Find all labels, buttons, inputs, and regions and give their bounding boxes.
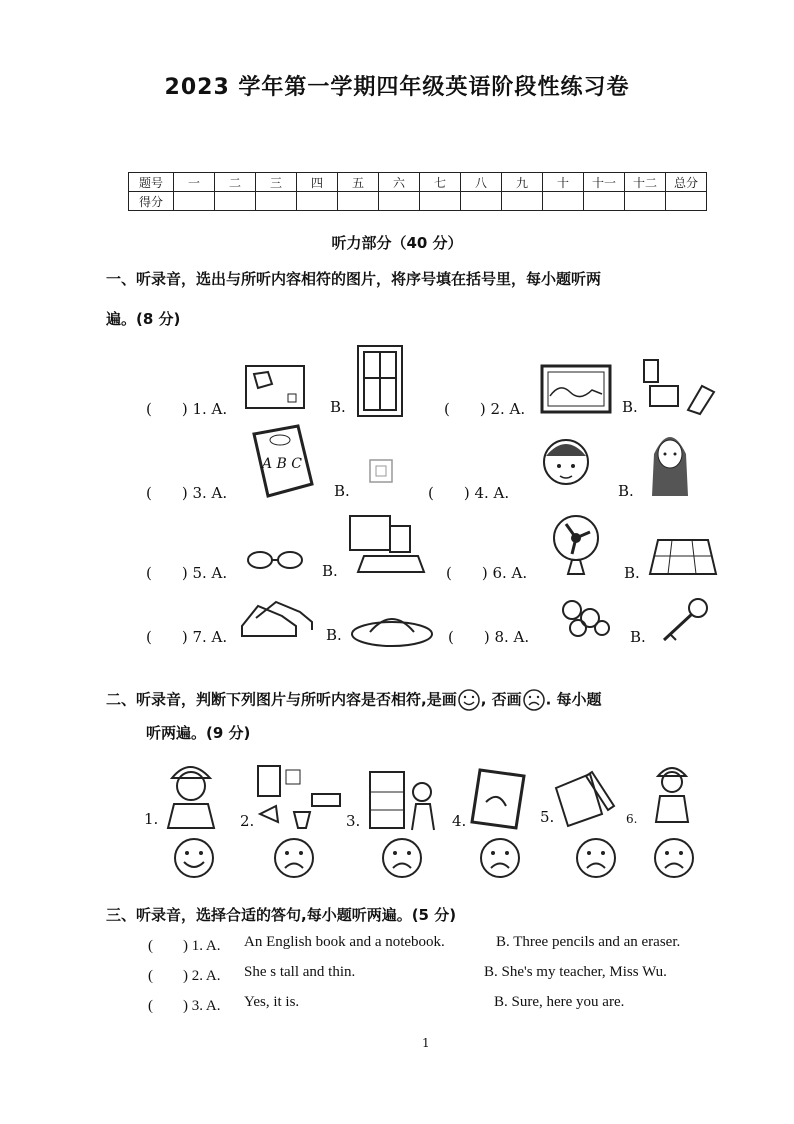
s3-q3-b: B. Sure, here you are. [494, 994, 625, 1010]
s2-num-4: 4. [452, 812, 467, 830]
score-table-label: 题号 [129, 173, 174, 192]
score-col: 二 [215, 173, 256, 192]
score-table-label: 得分 [129, 192, 174, 211]
sad-face-icon[interactable] [272, 836, 316, 880]
s1-q6-label: ( ) 6. A. [446, 564, 528, 582]
score-col: 十一 [584, 173, 625, 192]
s2-num-5: 5. [540, 808, 555, 826]
score-col: 十 [543, 173, 584, 192]
s3-q1-b: B. Three pencils and an eraser. [496, 934, 681, 950]
s1-q3-b: B. [334, 482, 350, 500]
glasses-icon [244, 544, 308, 574]
s3-q1-label: ( ) 1. A. [148, 938, 221, 954]
smile-face-icon[interactable] [172, 836, 216, 880]
s1-q7-label: ( ) 7. A. [146, 628, 228, 646]
classroom-icon [256, 762, 344, 832]
s3-q3-a: Yes, it is. [244, 994, 300, 1010]
section2-title-line2: 听两遍。(9 分) [146, 724, 251, 742]
section2-title-c: . 每小题 [545, 690, 602, 709]
s1-q2-b: B. [622, 398, 638, 416]
score-cell[interactable] [584, 192, 625, 211]
s1-q5-b: B. [322, 562, 338, 580]
score-col: 一 [174, 173, 215, 192]
score-cell[interactable] [502, 192, 543, 211]
floor-icon [648, 536, 718, 578]
abc-text: A B C [262, 456, 303, 472]
sad-face-icon[interactable] [478, 836, 522, 880]
boy-cap-icon [160, 756, 222, 830]
listening-header: 听力部分（40 分） [331, 234, 463, 252]
score-cell[interactable] [256, 192, 297, 211]
hat-icon [350, 608, 434, 648]
window-icon [356, 344, 404, 418]
long-hair-girl-icon [644, 424, 696, 504]
score-cell[interactable] [338, 192, 379, 211]
score-cell[interactable] [461, 192, 502, 211]
shoes-icon [238, 596, 314, 644]
sad-face-icon[interactable] [574, 836, 618, 880]
score-col: 总分 [666, 173, 707, 192]
s1-q8-label: ( ) 8. A. [448, 628, 530, 646]
s3-q2-label: ( ) 2. A. [148, 968, 221, 984]
s2-num-3: 3. [346, 812, 361, 830]
s3-q2-a: She s tall and thin. [244, 964, 356, 980]
s1-q4-label: ( ) 4. A. [428, 484, 510, 502]
blackboard-icon [244, 362, 308, 412]
score-cell[interactable] [215, 192, 256, 211]
section3-title: 三、听录音，选择合适的答句,每小题听两遍。(5 分) [106, 906, 457, 924]
s2-num-1: 1. [144, 810, 159, 828]
s1-q5-label: ( ) 5. A. [146, 564, 228, 582]
key-icon [656, 596, 712, 646]
score-col: 十二 [625, 173, 666, 192]
s3-q2-b: B. She's my teacher, Miss Wu. [484, 964, 667, 980]
s3-q3-label: ( ) 3. A. [148, 998, 221, 1014]
score-cell[interactable] [420, 192, 461, 211]
bookshelf-icon [366, 768, 440, 832]
score-table-row-number [129, 173, 707, 192]
score-cell[interactable] [666, 192, 707, 211]
score-cell[interactable] [625, 192, 666, 211]
score-table-row-score [129, 192, 707, 211]
picture-frame-icon [540, 364, 612, 414]
fan-icon [548, 512, 604, 580]
section2-title-a: 二、听录音，判断下列图片与所听内容是否相符,是画 [106, 690, 457, 709]
s3-q1-a: An English book and a notebook. [244, 934, 445, 950]
score-cell[interactable] [174, 192, 215, 211]
girl-face-icon [538, 432, 594, 494]
page-number: 1 [422, 1036, 430, 1050]
s1-q1-label: ( ) 1. A. [146, 400, 228, 418]
score-table [128, 172, 707, 211]
score-cell[interactable] [297, 192, 338, 211]
s1-q2-label: ( ) 2. A. [444, 400, 526, 418]
smile-face-icon [457, 688, 481, 712]
section1-title-line2: 遍。(8 分) [106, 310, 181, 328]
score-cell[interactable] [379, 192, 420, 211]
computer-icon [344, 512, 428, 578]
score-col: 三 [256, 173, 297, 192]
score-cell[interactable] [543, 192, 584, 211]
sad-face-icon [522, 688, 546, 712]
ruler-box-icon [552, 768, 618, 828]
score-col: 四 [297, 173, 338, 192]
s1-q6-b: B. [624, 564, 640, 582]
section2-title-b: , 否画 [480, 690, 522, 709]
s1-q7-b: B. [326, 626, 342, 644]
score-col: 五 [338, 173, 379, 192]
book-icon [466, 766, 530, 832]
score-col: 九 [502, 173, 543, 192]
desk-chair-icon [640, 356, 720, 416]
page-title: 2023 学年第一学期四年级英语阶段性练习卷 [164, 75, 630, 100]
score-col: 六 [379, 173, 420, 192]
s1-q8-b: B. [630, 628, 646, 646]
boy-running-icon [644, 760, 700, 830]
s2-num-2: 2. [240, 812, 255, 830]
score-col: 七 [420, 173, 461, 192]
s2-num-6: 6. [626, 812, 638, 826]
s1-q4-b: B. [618, 482, 634, 500]
s1-q3-label: ( ) 3. A. [146, 484, 228, 502]
sad-face-icon[interactable] [652, 836, 696, 880]
candy-icon [554, 592, 614, 642]
section1-title-line1: 一、听录音，选出与所听内容相符的图片，将序号填在括号里，每小题听两 [106, 270, 602, 288]
sad-face-icon[interactable] [380, 836, 424, 880]
s1-q1-b: B. [330, 398, 346, 416]
small-picture-icon [366, 456, 396, 486]
score-col: 八 [461, 173, 502, 192]
